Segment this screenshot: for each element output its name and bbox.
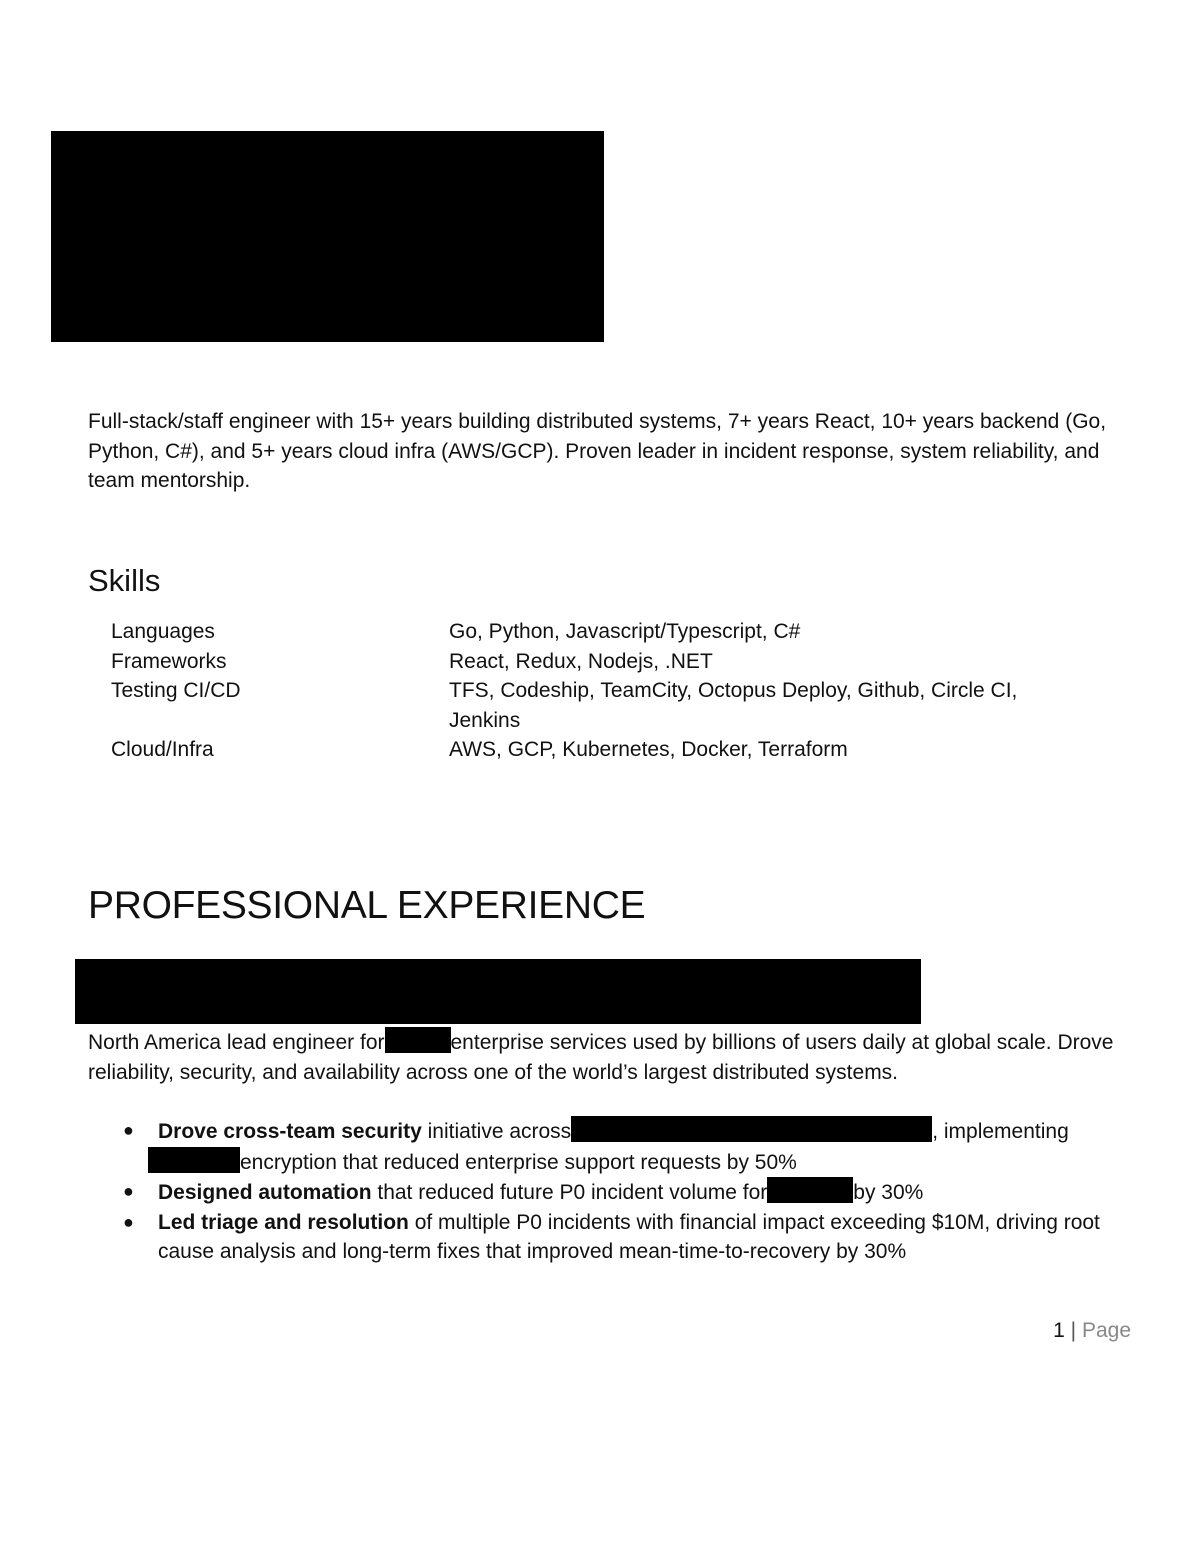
bullet-text: of multiple P0 incidents with financial impact exceeding $10M, driving root cause analysis and long-term fixes that improved mean-time-to-recovery by 30% — [158, 1210, 1100, 1263]
bullet-bold-lead: Led triage and resolution — [158, 1210, 409, 1234]
list-item — [120, 1208, 1110, 1267]
bullet-text: initiative across — [421, 1120, 572, 1143]
skill-value: Go, Python, Javascript/Typescript, C# — [449, 620, 801, 643]
page-number: 1 — [1053, 1319, 1065, 1342]
professional-experience-heading: PROFESSIONAL EXPERIENCE — [88, 884, 646, 927]
skill-row-cloud — [111, 735, 1071, 765]
bullet-bold-lead: Drove cross-team security — [158, 1120, 422, 1143]
role-description — [88, 1027, 1128, 1087]
bullet-text: encryption that reduced enterprise support requests by 50% — [240, 1150, 797, 1174]
skill-row-languages — [111, 617, 1071, 647]
redacted-company-name — [385, 1027, 451, 1053]
bullet-icon: ● — [123, 1211, 134, 1232]
skill-row-frameworks — [111, 647, 1071, 677]
skill-value: TFS, Codeship, TeamCity, Octopus Deploy, Github, Circle CI, Jenkins — [449, 679, 1018, 732]
page-label: Page — [1081, 1319, 1131, 1342]
redacted-text — [571, 1116, 932, 1142]
redacted-text — [148, 1147, 240, 1173]
skill-category: Cloud/Infra — [111, 738, 214, 761]
skills-heading: Skills — [88, 563, 161, 598]
redacted-text — [767, 1177, 853, 1203]
page-separator: | — [1070, 1319, 1077, 1342]
bullet-icon: ● — [123, 1181, 134, 1201]
skill-row-testing — [111, 676, 1071, 735]
bullet-bold-lead: Designed automation — [158, 1181, 372, 1204]
skill-value: React, Redux, Nodejs, .NET — [449, 649, 713, 673]
bullet-icon: ● — [123, 1120, 134, 1140]
page-footer — [1053, 1319, 1131, 1343]
redacted-header-block — [51, 131, 604, 342]
list-item — [120, 1116, 1110, 1177]
bullet-text: , implementing — [932, 1120, 1069, 1143]
skill-value: AWS, GCP, Kubernetes, Docker, Terraform — [449, 738, 848, 761]
bullet-text: that reduced future P0 incident volume for — [371, 1181, 768, 1204]
skill-category: Testing CI/CD — [111, 679, 241, 702]
skill-category: Frameworks — [111, 649, 227, 673]
role-desc-text: enterprise services used by billions of users daily at global scale. Drove reliability, security, and availability across one of the world’s largest distributed systems. — [88, 1031, 1114, 1084]
redacted-job-title-block — [75, 959, 921, 1024]
summary-paragraph: Full-stack/staff engineer with 15+ years building distributed systems, 7+ years React, 10+ years backend (Go, Python, C#), and 5+ years cloud infra (AWS/GCP). Proven leader in incident response, system reliability, and team mentorship. — [88, 410, 1107, 492]
skill-category: Languages — [111, 620, 215, 643]
list-item — [120, 1177, 1110, 1208]
bullet-text: by 30% — [853, 1181, 924, 1204]
skills-table — [111, 617, 1071, 765]
role-desc-text: North America lead engineer for — [88, 1031, 385, 1054]
achievement-list — [120, 1116, 1110, 1267]
